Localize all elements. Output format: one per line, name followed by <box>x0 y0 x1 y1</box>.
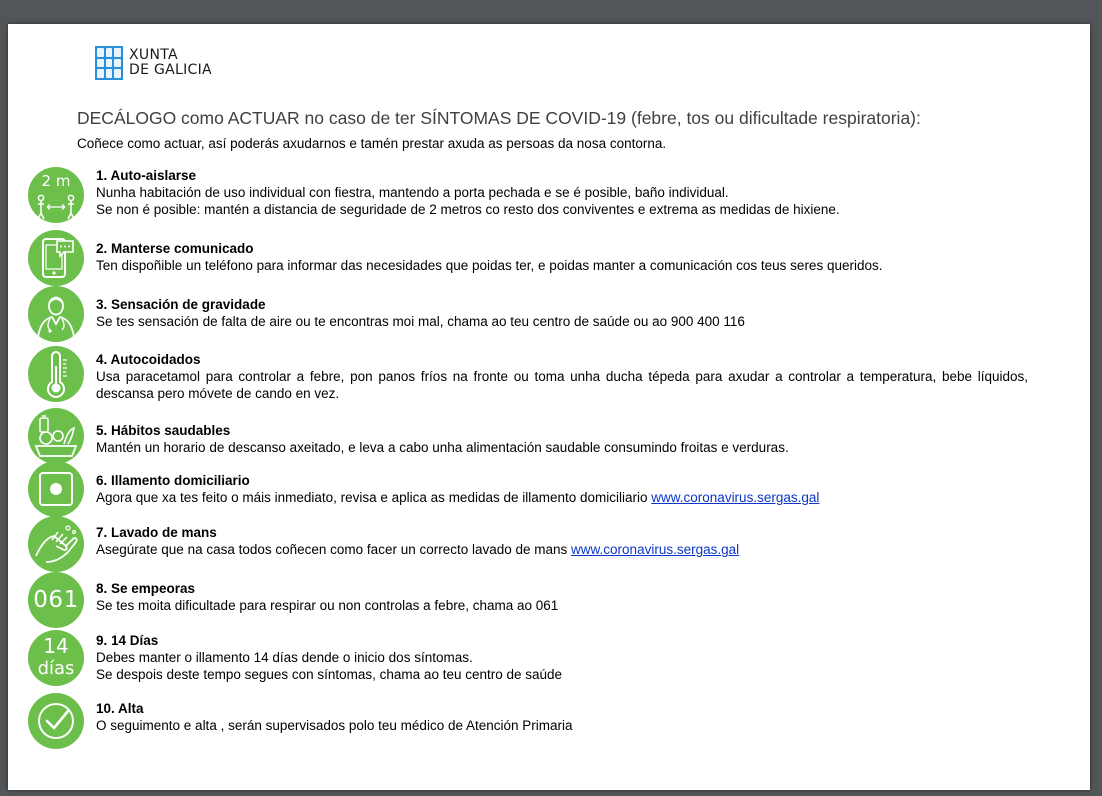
logo-line-1: XUNTA <box>129 47 178 63</box>
item-heading: 3. Sensación de gravidade <box>96 297 266 312</box>
item-heading: 5. Hábitos saudables <box>96 423 231 438</box>
item-text: Usa paracetamol para controlar a febre, pon panos fríos na fronte ou toma unha ducha tépeda para axudar a controlar a temperatura, bebe líquidos, descansa pero móvete de cando en vez. <box>96 369 1028 401</box>
item-heading: 10. Alta <box>96 701 144 716</box>
document-page <box>8 24 1090 790</box>
phone-icon <box>28 230 84 286</box>
thermometer-icon <box>28 346 84 402</box>
coronavirus-link[interactable]: www.coronavirus.sergas.gal <box>571 542 740 557</box>
item-heading: 9. 14 Días <box>96 633 159 648</box>
logo-line-2: DE GALICIA <box>129 62 212 78</box>
emergency-number-label: 061 <box>33 587 79 613</box>
item-heading: 4. Autocoidados <box>96 352 201 367</box>
item-text: Ten dispoñible un teléfono para informar das necesidades que poidas ter, e poidas manter a comunicación cos teus seres queridos. <box>96 258 883 273</box>
item-text: Debes manter o illamento 14 días dende o inicio dos síntomas. <box>96 650 473 665</box>
item-text: Agora que xa tes feito o máis inmediato, revisa e aplica as medidas de illamento domiciliario <box>96 490 652 505</box>
home-isolation-icon <box>28 461 84 517</box>
item-heading: 1. Auto-aislarse <box>96 168 197 183</box>
item-text: Se despois deste tempo segues con síntomas, chama ao teu centro de saúde <box>96 667 563 682</box>
item-text: Se tes moita dificultade para respirar ou non controlas a febre, chama ao 061 <box>96 598 559 613</box>
item-heading: 8. Se empeoras <box>96 581 196 596</box>
document-subtitle: Coñece como actuar, así poderás axudarnos e tamén prestar axuda as persoas da nosa contorna. <box>77 136 667 151</box>
days-word-label: días <box>37 658 75 679</box>
distance-label: 2 m <box>41 172 71 190</box>
hand-washing-icon <box>28 516 84 572</box>
checkmark-icon <box>28 693 84 749</box>
days-number-label: 14 <box>43 634 69 658</box>
distance-icon <box>28 167 84 223</box>
item-text: Se non é posible: mantén a distancia de seguridade de 2 metros co resto dos conviventes e extrema as medidas de hixiene. <box>96 202 840 217</box>
document-title: DECÁLOGO como ACTUAR no caso de ter SÍNTOMAS DE COVID-19 (febre, tos ou dificultade respiratoria): <box>77 108 921 128</box>
item-text: Mantén un horario de descanso axeitado, e leva a cabo unha alimentación saudable consumindo froitas e verduras. <box>96 440 789 455</box>
item-text: Se tes sensación de falta de aire ou te encontras moi mal, chama ao teu centro de saúde ou ao 900 400 116 <box>96 314 745 329</box>
healthy-food-icon <box>28 408 84 464</box>
item-heading: 2. Manterse comunicado <box>96 241 254 256</box>
item-text: Nunha habitación de uso individual con fiestra, mantendo a porta pechada e se é posible, baño individual. <box>96 185 729 200</box>
doctor-icon <box>28 286 84 342</box>
xunta-emblem-icon <box>95 46 123 80</box>
calendar-days-icon <box>28 630 84 686</box>
item-heading: 6. Illamento domiciliario <box>96 473 250 488</box>
item-text: Asegúrate que na casa todos coñecen como facer un correcto lavado de mans <box>96 542 572 557</box>
item-heading: 7. Lavado de mans <box>96 525 217 540</box>
item-text: O seguimento e alta , serán supervisados polo teu médico de Atención Primaria <box>96 718 573 733</box>
xunta-logo <box>95 46 212 80</box>
coronavirus-link[interactable]: www.coronavirus.sergas.gal <box>651 490 820 505</box>
emergency-number-icon <box>28 572 84 628</box>
